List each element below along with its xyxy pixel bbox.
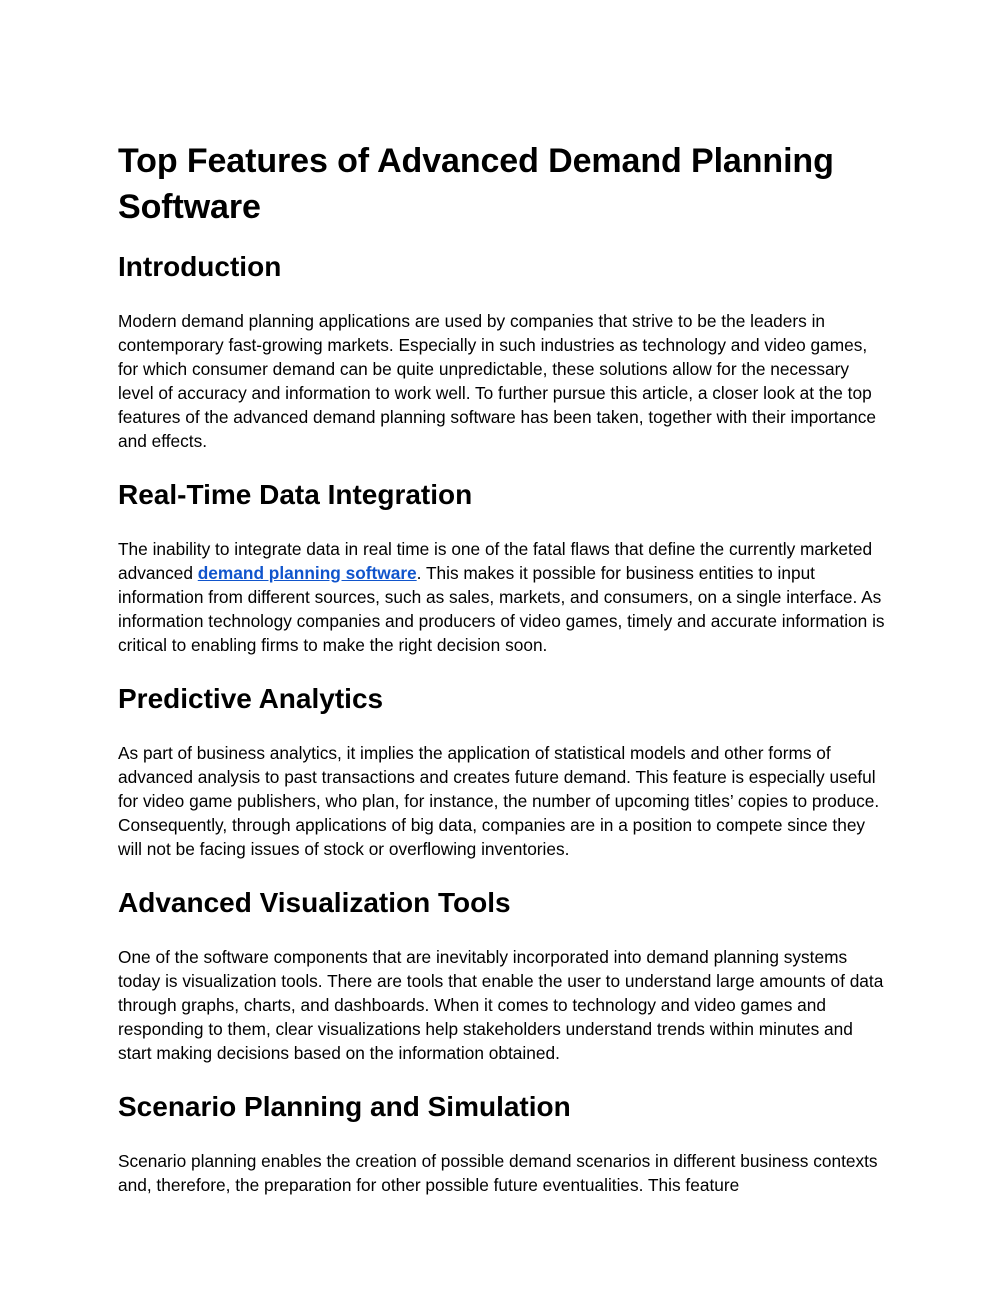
section-heading: Real-Time Data Integration [118,479,473,510]
section-paragraph: As part of business analytics, it implies the application of statistical models and other forms of advanced analysis to past transactions and creates future demand. This feature is especially useful for video game publishers, who plan, for instance, the number of upcoming titles’ copies to produce. Consequently, through applications of big data, companies are in a position to compete since they will not be facing issues of stock or overflowing inventories. [118,743,880,859]
section-heading: Introduction [118,251,282,282]
document-page [118,138,888,1222]
section-paragraph [118,537,888,657]
section-real-time-data-integration [118,478,888,657]
section-advanced-visualization-tools [118,886,888,1065]
paragraph-text: . This makes it possible for business entities to input information from different sources, such as sales, markets, and consumers, on a single interface. As information technology companies and producers of video games, timely and accurate information is critical to enabling firms to make the right decision soon. [118,563,885,655]
page-title: Top Features of Advanced Demand Planning Software [118,142,834,226]
section-introduction [118,250,888,453]
section-predictive-analytics [118,682,888,861]
paragraph-text: The inability to integrate data in real time is one of the fatal flaws that define the currently marketed advanced [118,539,873,583]
section-paragraph: Scenario planning enables the creation of possible demand scenarios in different business contexts and, therefore, the preparation for other possible future eventualities. This feature [118,1151,878,1195]
section-paragraph: One of the software components that are inevitably incorporated into demand planning systems today is visualization tools. There are tools that enable the user to understand large amounts of data through graphs, charts, and dashboards. When it comes to technology and video games and responding to them, clear visualizations help stakeholders understand trends within minutes and start making decisions based on the information obtained. [118,947,884,1063]
demand-planning-software-link[interactable]: demand planning software [197,563,417,583]
section-heading: Predictive Analytics [118,683,384,714]
section-paragraph: Modern demand planning applications are used by companies that strive to be the leaders in contemporary fast-growing markets. Especially in such industries as technology and video games, for which consumer demand can be quite unpredictable, these solutions allow for the necessary level of accuracy and information to work well. To further pursue this article, a closer look at the top features of the advanced demand planning software has been taken, together with their importance and effects. [118,311,876,451]
section-scenario-planning [118,1090,888,1197]
section-heading: Advanced Visualization Tools [118,887,511,918]
section-heading: Scenario Planning and Simulation [118,1091,571,1122]
